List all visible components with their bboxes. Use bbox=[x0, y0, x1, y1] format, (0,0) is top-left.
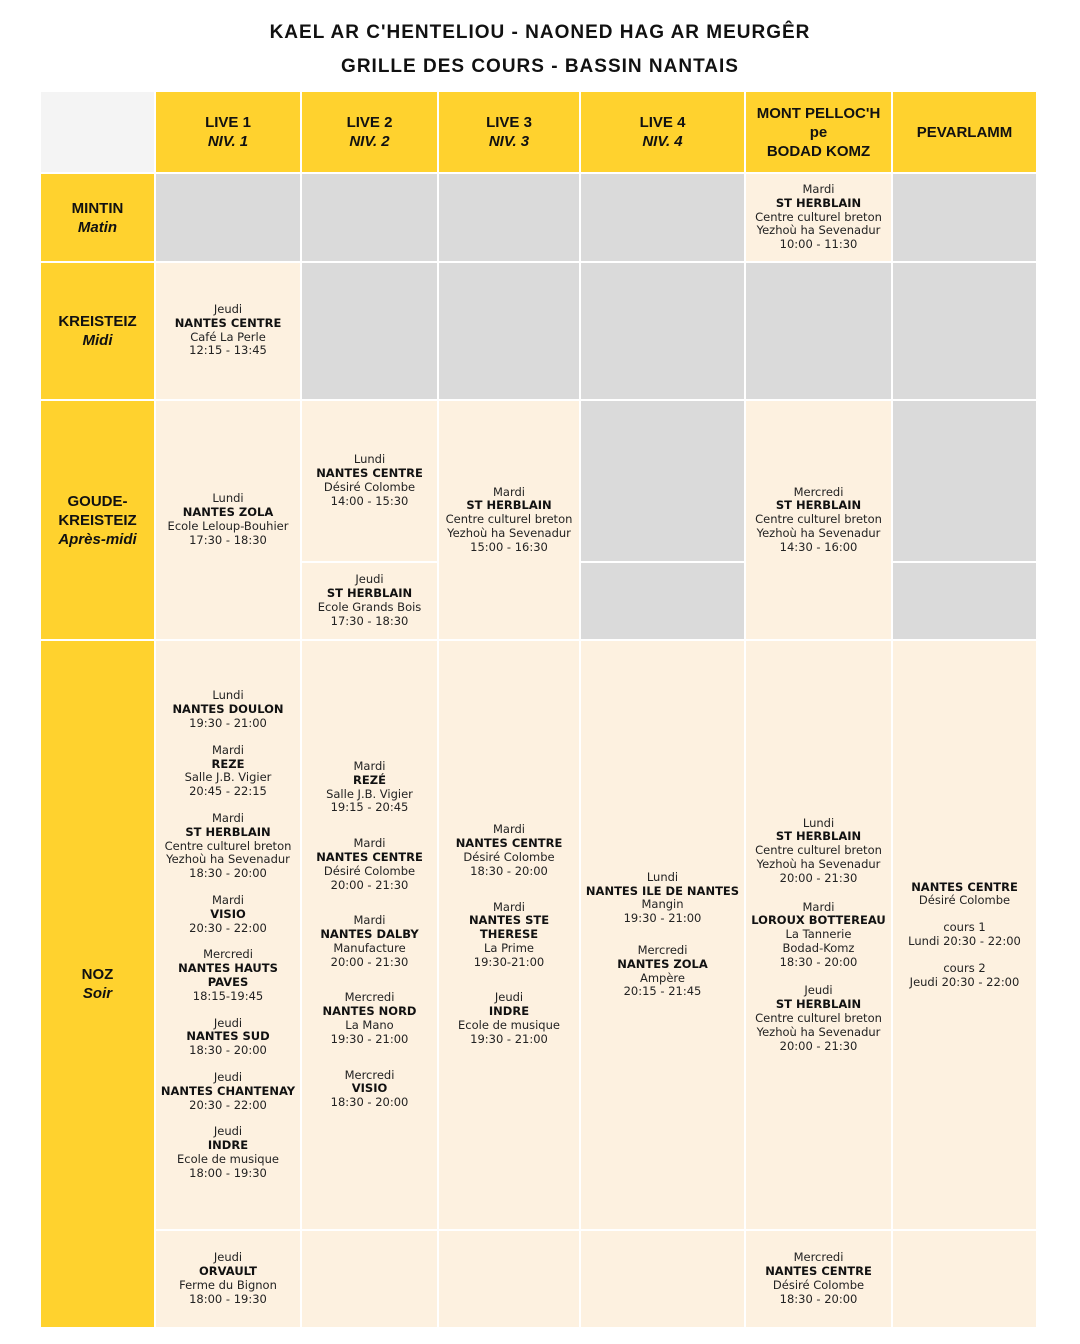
empty-cell bbox=[156, 174, 300, 261]
empty-cell bbox=[893, 263, 1036, 399]
empty-cell bbox=[893, 1231, 1036, 1327]
course-location: VISIO bbox=[210, 906, 246, 921]
course-day: Mercredi bbox=[203, 947, 253, 962]
course-entry bbox=[331, 1069, 409, 1110]
course-detail: 19:30 - 21:00 bbox=[330, 1031, 409, 1046]
course-day: Lundi bbox=[212, 688, 244, 703]
course-detail: 20:30 - 22:00 bbox=[189, 920, 267, 935]
course-detail: 20:45 - 22:15 bbox=[189, 784, 267, 799]
course-day: Jeudi bbox=[804, 983, 833, 998]
course-entry bbox=[177, 1125, 279, 1180]
course-detail: La Mano bbox=[345, 1018, 394, 1033]
empty-cell bbox=[302, 1231, 437, 1327]
course-detail: Mangin bbox=[641, 897, 684, 912]
course-location: ORVAULT bbox=[199, 1264, 257, 1279]
column-header-sub: NIV. 3 bbox=[488, 133, 530, 150]
column-header-2 bbox=[302, 92, 437, 172]
row-header-sub: Midi bbox=[82, 332, 113, 349]
course-detail: Centre culturel breton bbox=[755, 512, 882, 527]
course-location: INDRE bbox=[207, 1138, 249, 1153]
course-day: Jeudi bbox=[213, 1124, 243, 1139]
course-detail: Salle J.B. Vigier bbox=[184, 770, 272, 785]
course-day: Mardi bbox=[212, 811, 244, 826]
corner-cell bbox=[41, 92, 154, 172]
row-header-sub: Après-midi bbox=[58, 530, 137, 548]
course-detail: Ecole Grands Bois bbox=[317, 600, 422, 614]
course-location: REZÉ bbox=[353, 772, 386, 787]
cell-soir-5 bbox=[746, 641, 891, 1229]
course-detail: Jeudi 20:30 - 22:00 bbox=[909, 974, 1020, 989]
empty-cell bbox=[302, 174, 437, 261]
course-detail: Centre culturel breton bbox=[164, 838, 292, 853]
course-detail: 20:00 - 21:30 bbox=[779, 870, 858, 885]
course-location: REZE bbox=[211, 756, 245, 771]
course-location: NANTES CENTRE bbox=[316, 849, 423, 864]
course-day: Mercredi bbox=[793, 1250, 844, 1265]
course-entry bbox=[172, 689, 283, 730]
course-location: NANTES STE THERESE bbox=[468, 913, 550, 942]
course-detail: 19:30 - 21:00 bbox=[189, 716, 267, 731]
course-detail: 10:00 - 11:30 bbox=[779, 237, 858, 252]
column-header-title: LIVE 1 bbox=[205, 114, 251, 131]
course-detail: Ferme du Bignon bbox=[179, 1278, 277, 1292]
course-location: ST HERBLAIN bbox=[466, 498, 552, 513]
course-entry bbox=[910, 962, 1020, 990]
course-detail: Centre culturel breton bbox=[445, 512, 573, 527]
course-location: NANTES HAUTS PAVES bbox=[178, 961, 278, 989]
course-entry bbox=[186, 1017, 269, 1058]
course-location: NANTES CENTRE bbox=[174, 315, 282, 330]
cell-am-3 bbox=[439, 401, 579, 639]
course-day: Mardi bbox=[493, 899, 525, 914]
course-entry bbox=[179, 1251, 277, 1306]
course-detail: Lundi 20:30 - 22:00 bbox=[908, 934, 1021, 948]
row-header-title: NOZ bbox=[81, 966, 114, 983]
course-detail: 19:30 - 21:00 bbox=[470, 1031, 548, 1046]
course-detail: 18:00 - 19:30 bbox=[189, 1291, 267, 1306]
cell-matin-5 bbox=[746, 174, 891, 261]
row-header-title: MINTIN bbox=[71, 199, 124, 217]
course-detail: Centre culturel breton bbox=[755, 843, 882, 858]
course-entry bbox=[156, 948, 300, 1003]
course-detail: 20:00 - 21:30 bbox=[330, 877, 409, 892]
course-detail: 17:30 - 18:30 bbox=[189, 532, 267, 547]
course-day: Mardi bbox=[353, 913, 386, 928]
course-entry bbox=[189, 894, 267, 935]
course-entry bbox=[323, 991, 417, 1046]
course-location: NANTES ZOLA bbox=[617, 956, 708, 971]
row-header-1 bbox=[41, 174, 154, 261]
course-detail: 18:00 - 19:30 bbox=[189, 1165, 267, 1180]
course-entry bbox=[755, 817, 882, 886]
column-header-sub: NIV. 2 bbox=[349, 133, 390, 150]
course-location: VISIO bbox=[351, 1081, 388, 1096]
empty-cell bbox=[581, 263, 744, 399]
cell-am-5 bbox=[746, 401, 891, 639]
course-day: Mardi bbox=[353, 836, 386, 851]
course-location: NANTES CENTRE bbox=[911, 879, 1018, 894]
course-entry bbox=[161, 1071, 295, 1112]
empty-cell bbox=[746, 263, 891, 399]
course-detail: La Prime bbox=[483, 940, 535, 955]
course-day: Mercredi bbox=[344, 1067, 395, 1082]
course-detail: Ecole de musique bbox=[177, 1151, 279, 1166]
empty-cell bbox=[581, 401, 744, 561]
course-detail: Désiré Colombe bbox=[918, 893, 1011, 908]
course-entry bbox=[751, 901, 885, 970]
course-location: ST HERBLAIN bbox=[775, 498, 862, 513]
course-location: NANTES CHANTENAY bbox=[160, 1083, 296, 1098]
empty-cell bbox=[439, 174, 579, 261]
course-day: Mardi bbox=[353, 758, 386, 773]
row-header-title: GOUDE- bbox=[67, 492, 128, 510]
course-location: LOROUX BOTTEREAU bbox=[751, 913, 886, 928]
course-day: Lundi bbox=[802, 815, 835, 830]
course-location: NANTES DALBY bbox=[320, 927, 419, 942]
course-location: ST HERBLAIN bbox=[775, 829, 862, 844]
course-detail: Bodad-Komz bbox=[782, 940, 855, 955]
course-day: Jeudi bbox=[213, 1015, 243, 1030]
cell-soir2-5 bbox=[746, 1231, 891, 1327]
cell-soir-2 bbox=[302, 641, 437, 1229]
course-detail: Café La Perle bbox=[190, 329, 266, 344]
course-entry bbox=[755, 183, 882, 252]
row-header-2 bbox=[41, 263, 154, 399]
course-day: Mardi bbox=[802, 182, 835, 196]
course-detail: 20:30 - 22:00 bbox=[189, 1097, 267, 1112]
empty-cell bbox=[439, 1231, 579, 1327]
course-detail: Désiré Colombe bbox=[463, 849, 555, 864]
course-entry bbox=[456, 823, 563, 878]
course-detail: Yezhoù ha Sevenadur bbox=[447, 525, 571, 540]
course-detail: 18:30 - 20:00 bbox=[189, 866, 267, 881]
course-location: ST HERBLAIN bbox=[775, 195, 862, 210]
course-entry bbox=[320, 914, 418, 969]
course-day: Mardi bbox=[802, 899, 835, 914]
course-detail: 18:30 - 20:00 bbox=[189, 1043, 267, 1058]
cell-soir-6 bbox=[893, 641, 1036, 1229]
course-detail: 19:30-21:00 bbox=[473, 954, 545, 969]
cell-soir-1 bbox=[156, 641, 300, 1229]
title-line-2: GRILLE DES COURS - BASSIN NANTAIS bbox=[341, 56, 739, 77]
column-header-title: MONT PELLOC'H bbox=[756, 104, 881, 122]
empty-cell bbox=[439, 263, 579, 399]
course-day: Lundi bbox=[353, 452, 386, 467]
column-header-1 bbox=[156, 92, 300, 172]
course-entry bbox=[326, 760, 413, 815]
cell-midi-1 bbox=[156, 263, 300, 399]
column-header-6 bbox=[893, 92, 1036, 172]
course-detail: 18:15-19:45 bbox=[192, 988, 264, 1003]
course-entry bbox=[439, 901, 579, 970]
empty-cell bbox=[581, 563, 744, 639]
empty-cell bbox=[302, 263, 437, 399]
course-detail: Centre culturel breton bbox=[755, 209, 882, 224]
row-header-title: KREISTEIZ bbox=[58, 313, 137, 330]
empty-cell bbox=[581, 174, 744, 261]
course-detail: 18:30 - 20:00 bbox=[330, 1095, 409, 1110]
course-location: NANTES DOULON bbox=[172, 702, 284, 717]
column-header-3 bbox=[439, 92, 579, 172]
course-entry bbox=[165, 812, 292, 881]
course-detail: La Tannerie bbox=[785, 927, 852, 942]
course-entry bbox=[446, 486, 573, 555]
column-header-title: LIVE 2 bbox=[346, 114, 393, 131]
course-day: Jeudi bbox=[213, 1069, 243, 1084]
course-detail: 19:15 - 20:45 bbox=[330, 800, 409, 815]
course-entry bbox=[185, 744, 272, 799]
course-detail: Centre culturel breton bbox=[755, 1011, 882, 1026]
course-detail: 18:30 - 20:00 bbox=[779, 954, 858, 969]
course-day: Lundi bbox=[646, 869, 679, 884]
course-location: NANTES ILE DE NANTES bbox=[585, 883, 740, 898]
course-entry bbox=[755, 984, 882, 1053]
course-entry bbox=[765, 1251, 872, 1306]
column-header-title: LIVE 4 bbox=[639, 114, 686, 131]
course-detail: Salle J.B. Vigier bbox=[326, 786, 413, 801]
course-day: Jeudi bbox=[355, 572, 384, 587]
empty-cell bbox=[893, 174, 1036, 261]
title-line-1: KAEL AR C'HENTELIOU - NAONED HAG AR MEURGÊR bbox=[269, 22, 811, 43]
course-location: ST HERBLAIN bbox=[185, 824, 271, 839]
course-detail: 18:30 - 20:00 bbox=[470, 863, 548, 878]
course-entry bbox=[168, 492, 289, 547]
course-detail: Yezhoù ha Sevenadur bbox=[756, 856, 881, 871]
row-header-4 bbox=[41, 641, 154, 1327]
course-detail: Yezhoù ha Sevenadur bbox=[756, 223, 881, 238]
row-header-3 bbox=[41, 401, 154, 639]
column-header-4 bbox=[581, 92, 744, 172]
course-day: cours 2 bbox=[943, 960, 986, 975]
course-location: NANTES SUD bbox=[186, 1029, 270, 1044]
cell-am-2b bbox=[302, 563, 437, 639]
course-entry bbox=[908, 921, 1021, 949]
course-day: Jeudi bbox=[213, 1250, 243, 1265]
course-entry bbox=[586, 871, 739, 926]
course-day: Mardi bbox=[212, 893, 244, 907]
course-detail: Ecole Leloup-Bouhier bbox=[167, 519, 289, 533]
empty-cell bbox=[581, 1231, 744, 1327]
course-entry bbox=[175, 303, 282, 358]
course-detail: 20:00 - 21:30 bbox=[330, 954, 409, 969]
course-detail: Ampère bbox=[639, 970, 685, 985]
course-detail: 20:00 - 21:30 bbox=[779, 1038, 858, 1053]
cell-soir2-1 bbox=[156, 1231, 300, 1327]
course-day: cours 1 bbox=[943, 920, 986, 935]
cell-soir-3 bbox=[439, 641, 579, 1229]
course-detail: 14:00 - 15:30 bbox=[330, 493, 409, 508]
course-location: NANTES CENTRE bbox=[455, 836, 563, 851]
course-detail: 17:30 - 18:30 bbox=[330, 613, 409, 628]
course-detail: Yezhoù ha Sevenadur bbox=[756, 525, 881, 540]
course-entry bbox=[911, 881, 1018, 909]
column-header-title: PEVARLAMM bbox=[916, 123, 1013, 141]
course-detail: 19:30 - 21:00 bbox=[623, 911, 702, 926]
course-detail: 15:00 - 16:30 bbox=[470, 539, 548, 554]
course-detail: 18:30 - 20:00 bbox=[779, 1291, 858, 1306]
course-day: Jeudi bbox=[494, 990, 524, 1005]
course-day: Mercredi bbox=[344, 990, 395, 1005]
course-entry bbox=[458, 991, 560, 1046]
course-location: NANTES CENTRE bbox=[765, 1264, 872, 1279]
course-day: Mardi bbox=[493, 822, 525, 837]
course-day: Mardi bbox=[211, 742, 244, 757]
course-detail: 12:15 - 13:45 bbox=[189, 343, 267, 358]
course-entry bbox=[617, 944, 707, 999]
column-header-sub: pe bbox=[809, 123, 828, 141]
course-location: ST HERBLAIN bbox=[326, 586, 413, 601]
course-day: Mardi bbox=[493, 484, 525, 499]
course-detail: 14:30 - 16:00 bbox=[779, 539, 858, 554]
column-header-sub: NIV. 4 bbox=[642, 133, 683, 150]
course-day: Lundi bbox=[212, 491, 244, 506]
cell-soir-4 bbox=[581, 641, 744, 1229]
course-day: Mercredi bbox=[637, 943, 688, 957]
column-header-5 bbox=[746, 92, 891, 172]
course-detail: Yezhoù ha Sevenadur bbox=[166, 852, 290, 867]
course-entry bbox=[318, 573, 422, 628]
empty-cell bbox=[893, 563, 1036, 639]
course-entry bbox=[755, 486, 882, 555]
course-detail: Yezhoù ha Sevenadur bbox=[756, 1024, 881, 1039]
column-header-title: LIVE 3 bbox=[486, 114, 532, 131]
empty-cell bbox=[893, 401, 1036, 561]
cell-am-2a bbox=[302, 401, 437, 561]
course-location: ST HERBLAIN bbox=[775, 997, 862, 1012]
cell-am-1 bbox=[156, 401, 300, 639]
course-detail: 20:15 - 21:45 bbox=[623, 984, 702, 999]
course-location: NANTES CENTRE bbox=[316, 466, 423, 481]
course-location: NANTES ZOLA bbox=[182, 505, 274, 520]
course-location: INDRE bbox=[488, 1004, 530, 1019]
column-header-sub2: BODAD KOMZ bbox=[766, 142, 871, 160]
course-detail: Ecole de musique bbox=[458, 1018, 560, 1033]
course-day: Jeudi bbox=[213, 302, 243, 316]
course-detail: Désiré Colombe bbox=[772, 1278, 865, 1292]
column-header-sub: NIV. 1 bbox=[207, 133, 249, 150]
course-location: NANTES NORD bbox=[322, 1004, 417, 1019]
course-day: Mercredi bbox=[793, 484, 844, 499]
row-header-title: KREISTEIZ bbox=[58, 511, 137, 529]
row-header-sub: Soir bbox=[82, 985, 113, 1002]
course-detail: Désiré Colombe bbox=[323, 480, 416, 494]
course-detail: Désiré Colombe bbox=[323, 863, 416, 878]
course-detail: Manufacture bbox=[333, 940, 406, 955]
course-entry bbox=[316, 453, 423, 508]
row-header-sub: Matin bbox=[77, 218, 118, 236]
course-entry bbox=[316, 837, 423, 892]
